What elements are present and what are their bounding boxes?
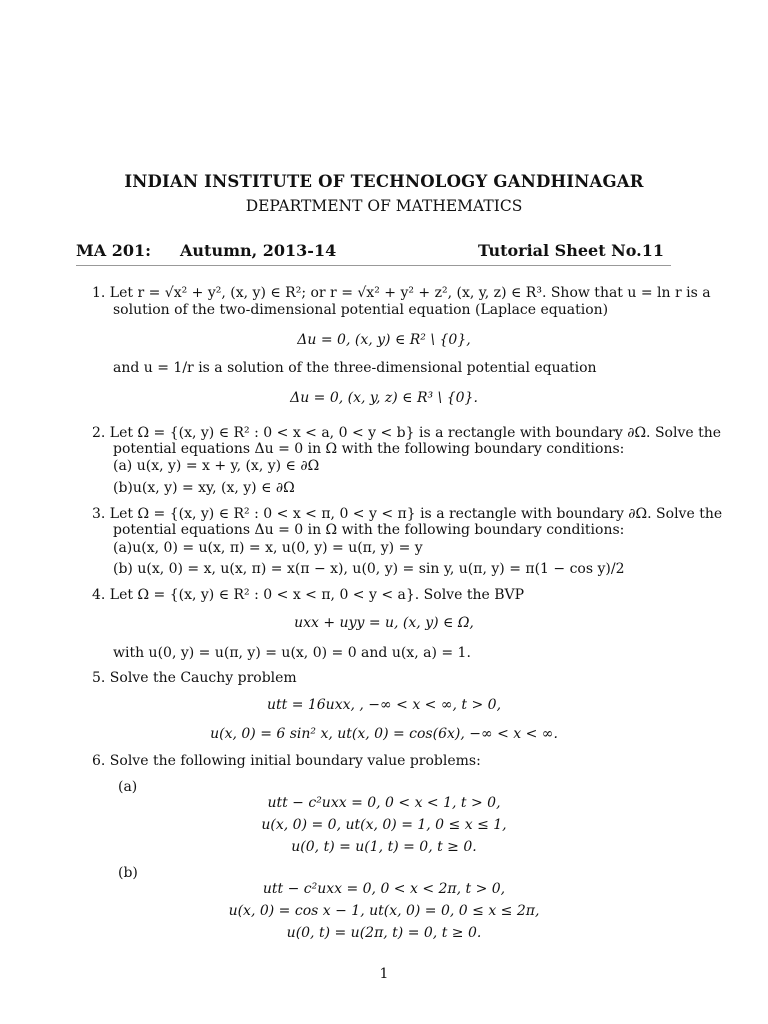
q1-line: 1. Let r = √x² + y², (x, y) ∈ R²; or r = √x² + y² + z², (x, y, z) ∈ R³. Show that u = ln r is a [92,285,711,301]
q4-line: 4. Let Ω = {(x, y) ∈ R² : 0 < x < π, 0 < y < a}. Solve the BVP [92,587,525,603]
q1-equation: Δu = 0, (x, y) ∈ R² \ {0}, [297,332,471,348]
q6-line: 6. Solve the following initial boundary value problems: [92,753,481,769]
q3-part-b: (b) u(x, 0) = x, u(x, π) = x(π − x), u(0, y) = sin y, u(π, y) = π(1 − cos y)/2 [113,561,625,577]
q4-equation: uxx + uyy = u, (x, y) ∈ Ω, [294,615,474,631]
sheet-title: Tutorial Sheet No.11 [478,241,665,260]
header-rule [76,265,671,266]
institute-title: INDIAN INSTITUTE OF TECHNOLOGY GANDHINAGAR [124,172,644,191]
q6b-equation: u(0, t) = u(2π, t) = 0, t ≥ 0. [286,925,482,941]
q2-part-b: (b)u(x, y) = xy, (x, y) ∈ ∂Ω [113,480,295,496]
q4-line: with u(0, y) = u(π, y) = u(x, 0) = 0 and u(x, a) = 1. [113,645,471,661]
q6a-equation: u(0, t) = u(1, t) = 0, t ≥ 0. [291,839,477,855]
q5-equation: utt = 16uxx, , −∞ < x < ∞, t > 0, [266,697,502,713]
q2-part-a: (a) u(x, y) = x + y, (x, y) ∈ ∂Ω [113,458,320,474]
page-number: 1 [379,966,389,982]
q5-line: 5. Solve the Cauchy problem [92,670,297,686]
term: Autumn, 2013-14 [180,241,337,260]
q6b-equation: utt − c²uxx = 0, 0 < x < 2π, t > 0, [262,881,506,897]
q3-part-a: (a)u(x, 0) = u(x, π) = x, u(0, y) = u(π, y) = y [113,540,423,556]
q5-equation: u(x, 0) = 6 sin² x, ut(x, 0) = cos(6x), −∞ < x < ∞. [210,726,558,742]
q6a-equation: utt − c²uxx = 0, 0 < x < 1, t > 0, [267,795,501,811]
q3-line: 3. Let Ω = {(x, y) ∈ R² : 0 < x < π, 0 < y < π} is a rectangle with boundary ∂Ω. Solve the [92,506,723,522]
course-code: MA 201: [76,241,151,260]
q6a-equation: u(x, 0) = 0, ut(x, 0) = 1, 0 ≤ x ≤ 1, [261,817,507,833]
q6-part-a-label: (a) [118,779,138,795]
q2-line: 2. Let Ω = {(x, y) ∈ R² : 0 < x < a, 0 < y < b} is a rectangle with boundary ∂Ω. Solve the [92,425,722,441]
q6b-equation: u(x, 0) = cos x − 1, ut(x, 0) = 0, 0 ≤ x ≤ 2π, [228,903,540,919]
department-title: DEPARTMENT OF MATHEMATICS [245,197,523,215]
q1-line: solution of the two-dimensional potential equation (Laplace equation) [113,302,609,318]
q6-part-b-label: (b) [118,865,138,881]
q1-equation: Δu = 0, (x, y, z) ∈ R³ \ {0}. [290,390,478,406]
q3-line: potential equations Δu = 0 in Ω with the following boundary conditions: [113,522,625,538]
q2-line: potential equations Δu = 0 in Ω with the following boundary conditions: [113,441,625,457]
q1-line: and u = 1/r is a solution of the three-dimensional potential equation [113,360,597,376]
